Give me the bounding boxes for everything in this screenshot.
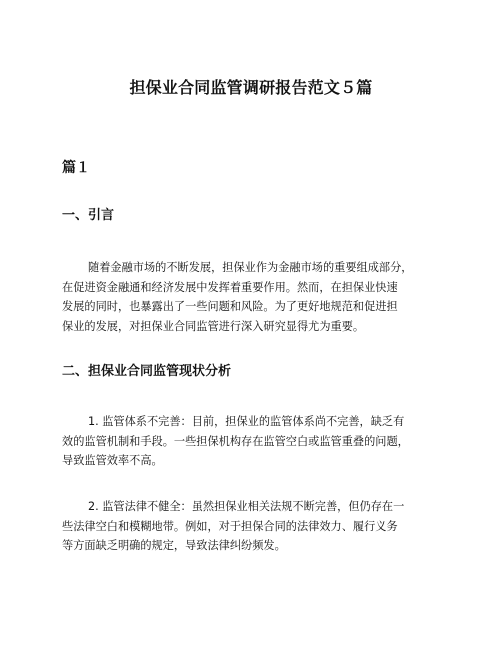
paragraph-line: 效的监管机制和手段。一些担保机构存在监管空白或监管重叠的问题， bbox=[62, 434, 409, 448]
paragraph-line: 随着金融市场的不断发展，担保业作为金融市场的重要组成部分， bbox=[88, 261, 413, 274]
paragraph-line: 些法律空白和模糊地带。例如，对于担保合同的法律效力、履行义务 bbox=[62, 519, 398, 533]
heading-introduction: 一、引言 bbox=[62, 208, 115, 223]
paragraph-line: 保业的发展，对担保业合同监管进行深入研究显得尤为重要。 bbox=[62, 319, 365, 333]
paragraph-line: 在促进资金融通和经济发展中发挥着重要作用。然而，在担保业快速 bbox=[62, 280, 398, 294]
paragraph-line: 等方面缺乏明确的规定，导致法律纠纷频发。 bbox=[62, 539, 286, 552]
paragraph-line: 发展的同时，也暴露出了一些问题和风险。为了更好地规范和促进担 bbox=[62, 300, 398, 313]
paragraph-line: 2. 监管法律不健全：虽然担保业相关法规不断完善，但仍存在一 bbox=[88, 500, 405, 513]
paragraph-line: 导致监管效率不高。 bbox=[62, 454, 163, 467]
paragraph-item-1 bbox=[62, 412, 442, 471]
paragraph-line: 1. 监管体系不完善：目前，担保业的监管体系尚不完善，缺乏有 bbox=[88, 415, 405, 428]
document-title: 担保业合同监管调研报告范文５篇 bbox=[129, 78, 373, 97]
paragraph-introduction bbox=[62, 258, 442, 336]
paragraph-item-2 bbox=[62, 497, 442, 556]
section-title: 篇１ bbox=[62, 160, 90, 176]
heading-analysis: 二、担保业合同监管现状分析 bbox=[62, 364, 232, 379]
